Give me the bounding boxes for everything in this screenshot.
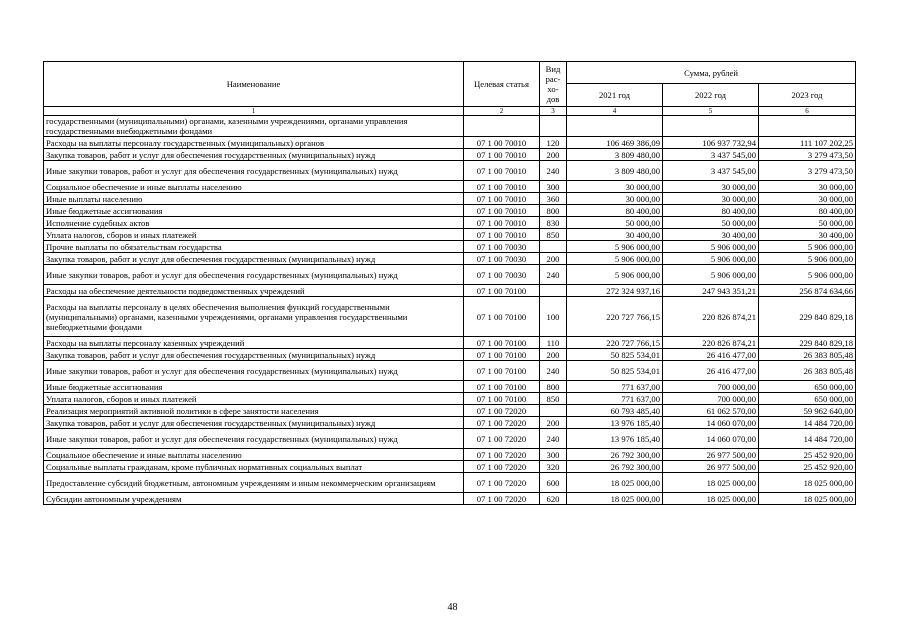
row-amount-2023: 26 383 805,48: [759, 361, 856, 381]
row-amount-2022: 700 000,00: [663, 381, 759, 393]
row-vid-code: 100: [540, 297, 567, 337]
row-vid-code: 200: [540, 349, 567, 361]
row-target-code: 07 1 00 72020: [464, 405, 540, 417]
row-vid-code: [540, 241, 567, 253]
column-number: 3: [540, 107, 567, 116]
row-amount-2021: 5 906 000,00: [567, 265, 663, 285]
row-amount-2022: 5 906 000,00: [663, 265, 759, 285]
row-vid-code: 240: [540, 429, 567, 449]
row-name: Закупка товаров, работ и услуг для обеспечения государственных (муниципальных) нужд: [44, 349, 464, 361]
row-target-code: 07 1 00 70100: [464, 393, 540, 405]
table-row: [44, 449, 856, 461]
row-amount-2023: 14 484 720,00: [759, 429, 856, 449]
row-amount-2023: 256 874 634,66: [759, 285, 856, 297]
row-amount-2023: 30 400,00: [759, 229, 856, 241]
row-target-code: 07 1 00 70010: [464, 181, 540, 193]
row-target-code: 07 1 00 70010: [464, 229, 540, 241]
row-vid-code: [540, 116, 567, 137]
column-number: 1: [44, 107, 464, 116]
row-amount-2021: 220 727 766,15: [567, 297, 663, 337]
row-amount-2023: 80 400,00: [759, 205, 856, 217]
row-amount-2023: 18 025 000,00: [759, 493, 856, 505]
table-row: [44, 253, 856, 265]
row-target-code: 07 1 00 70100: [464, 297, 540, 337]
table-row: [44, 473, 856, 493]
row-amount-2023: 18 025 000,00: [759, 473, 856, 493]
table-row: [44, 285, 856, 297]
row-amount-2021: 5 906 000,00: [567, 241, 663, 253]
row-target-code: 07 1 00 70030: [464, 241, 540, 253]
row-amount-2023: 5 906 000,00: [759, 253, 856, 265]
table-row: [44, 149, 856, 161]
row-amount-2023: 25 452 920,00: [759, 461, 856, 473]
row-amount-2022: 26 416 477,00: [663, 361, 759, 381]
row-amount-2022: 30 000,00: [663, 181, 759, 193]
budget-table: [43, 61, 856, 505]
row-amount-2021: 272 324 937,16: [567, 285, 663, 297]
row-name: Расходы на выплаты персоналу государственных (муниципальных) органов: [44, 137, 464, 149]
row-vid-code: 320: [540, 461, 567, 473]
row-amount-2021: 26 792 300,00: [567, 449, 663, 461]
row-target-code: 07 1 00 70010: [464, 205, 540, 217]
row-amount-2023: 50 000,00: [759, 217, 856, 229]
column-number: 6: [759, 107, 856, 116]
row-vid-code: 240: [540, 265, 567, 285]
row-target-code: 07 1 00 70100: [464, 285, 540, 297]
table-row: [44, 349, 856, 361]
table-row: [44, 181, 856, 193]
row-amount-2021: 30 000,00: [567, 181, 663, 193]
table-row: [44, 265, 856, 285]
row-name: Иные закупки товаров, работ и услуг для обеспечения государственных (муниципальных) нужд: [44, 429, 464, 449]
row-amount-2022: 220 826 874,21: [663, 297, 759, 337]
row-amount-2023: 30 000,00: [759, 193, 856, 205]
row-amount-2023: [759, 116, 856, 137]
table-row: [44, 193, 856, 205]
header-year-2023: 2023 год: [759, 84, 856, 107]
row-name: Расходы на выплаты персоналу в целях обеспечения выполнения функций государственными (муниципальными) органами, казенными учреждениями, органами управления государственными внебюджетными фондами: [44, 297, 464, 337]
row-amount-2023: 650 000,00: [759, 393, 856, 405]
table-row: [44, 217, 856, 229]
row-amount-2023: 5 906 000,00: [759, 265, 856, 285]
table-row: [44, 116, 856, 137]
row-amount-2021: 30 400,00: [567, 229, 663, 241]
row-target-code: 07 1 00 70010: [464, 137, 540, 149]
row-amount-2021: 220 727 766,15: [567, 337, 663, 349]
row-vid-code: 300: [540, 449, 567, 461]
table-row: [44, 337, 856, 349]
row-amount-2022: 5 906 000,00: [663, 241, 759, 253]
row-amount-2021: 26 792 300,00: [567, 461, 663, 473]
row-target-code: 07 1 00 72020: [464, 493, 540, 505]
table-row: [44, 161, 856, 181]
row-target-code: 07 1 00 70100: [464, 361, 540, 381]
row-amount-2023: 30 000,00: [759, 181, 856, 193]
row-name: Уплата налогов, сборов и иных платежей: [44, 229, 464, 241]
row-amount-2022: 247 943 351,21: [663, 285, 759, 297]
row-amount-2022: 26 416 477,00: [663, 349, 759, 361]
row-amount-2021: 13 976 185,40: [567, 429, 663, 449]
row-target-code: 07 1 00 72020: [464, 429, 540, 449]
row-amount-2022: 50 000,00: [663, 217, 759, 229]
row-vid-code: 240: [540, 161, 567, 181]
row-amount-2022: 30 400,00: [663, 229, 759, 241]
row-amount-2022: 14 060 070,00: [663, 417, 759, 429]
row-name: Иные закупки товаров, работ и услуг для обеспечения государственных (муниципальных) нужд: [44, 265, 464, 285]
row-amount-2023: 14 484 720,00: [759, 417, 856, 429]
row-name: Предоставление субсидий бюджетным, автономным учреждениям и иным некоммерческим организациям: [44, 473, 464, 493]
column-number: 4: [567, 107, 663, 116]
table-row: [44, 205, 856, 217]
row-vid-code: 120: [540, 137, 567, 149]
row-amount-2022: 26 977 500,00: [663, 461, 759, 473]
row-vid-code: 600: [540, 473, 567, 493]
row-amount-2022: 30 000,00: [663, 193, 759, 205]
row-target-code: 07 1 00 70100: [464, 337, 540, 349]
row-amount-2022: 80 400,00: [663, 205, 759, 217]
row-amount-2021: 3 809 480,00: [567, 161, 663, 181]
row-amount-2021: 771 637,00: [567, 393, 663, 405]
table-row: [44, 405, 856, 417]
row-name: Социальное обеспечение и иные выплаты населению: [44, 181, 464, 193]
row-target-code: 07 1 00 70010: [464, 149, 540, 161]
row-target-code: 07 1 00 70030: [464, 265, 540, 285]
row-vid-code: 850: [540, 393, 567, 405]
row-target-code: 07 1 00 70010: [464, 217, 540, 229]
row-name: Иные бюджетные ассигнования: [44, 205, 464, 217]
row-target-code: [464, 116, 540, 137]
row-name: Расходы на обеспечение деятельности подведомственных учреждений: [44, 285, 464, 297]
table-body: [44, 116, 856, 505]
table-row: [44, 393, 856, 405]
column-number: 5: [663, 107, 759, 116]
table-row: [44, 297, 856, 337]
row-amount-2023: 25 452 920,00: [759, 449, 856, 461]
row-amount-2022: 106 937 732,94: [663, 137, 759, 149]
row-amount-2022: 3 437 545,00: [663, 161, 759, 181]
row-amount-2023: 229 840 829,18: [759, 297, 856, 337]
row-amount-2021: 80 400,00: [567, 205, 663, 217]
table-row: [44, 381, 856, 393]
row-vid-code: 110: [540, 337, 567, 349]
table-row: [44, 229, 856, 241]
row-target-code: 07 1 00 70100: [464, 381, 540, 393]
row-name: Субсидии автономным учреждениям: [44, 493, 464, 505]
row-name: Закупка товаров, работ и услуг для обеспечения государственных (муниципальных) нужд: [44, 417, 464, 429]
row-target-code: 07 1 00 72020: [464, 461, 540, 473]
row-amount-2021: 13 976 185,40: [567, 417, 663, 429]
table-row: [44, 241, 856, 253]
row-vid-code: 800: [540, 205, 567, 217]
row-name: Уплата налогов, сборов и иных платежей: [44, 393, 464, 405]
row-target-code: 07 1 00 72020: [464, 449, 540, 461]
row-target-code: 07 1 00 70010: [464, 161, 540, 181]
table-row: [44, 361, 856, 381]
row-name: Социальные выплаты гражданам, кроме публичных нормативных социальных выплат: [44, 461, 464, 473]
table-row: [44, 137, 856, 149]
row-amount-2022: 5 906 000,00: [663, 253, 759, 265]
row-vid-code: 200: [540, 149, 567, 161]
row-vid-code: 620: [540, 493, 567, 505]
row-amount-2022: 18 025 000,00: [663, 473, 759, 493]
row-target-code: 07 1 00 70100: [464, 349, 540, 361]
row-name: Иные закупки товаров, работ и услуг для обеспечения государственных (муниципальных) нужд: [44, 361, 464, 381]
row-amount-2021: 18 025 000,00: [567, 473, 663, 493]
row-amount-2021: 3 809 480,00: [567, 149, 663, 161]
row-amount-2022: 26 977 500,00: [663, 449, 759, 461]
row-name: Прочие выплаты по обязательствам государства: [44, 241, 464, 253]
row-amount-2021: 5 906 000,00: [567, 253, 663, 265]
row-amount-2023: 3 279 473,50: [759, 149, 856, 161]
row-amount-2022: 3 437 545,00: [663, 149, 759, 161]
row-vid-code: 200: [540, 253, 567, 265]
row-name: Иные выплаты населению: [44, 193, 464, 205]
row-name: государственными (муниципальными) органами, казенными учреждениями, органами управления государственными внебюджетными фондами: [44, 116, 464, 137]
row-target-code: 07 1 00 72020: [464, 417, 540, 429]
row-name: Расходы на выплаты персоналу казенных учреждений: [44, 337, 464, 349]
header-year-2022: 2022 год: [663, 84, 759, 107]
row-amount-2021: 50 825 534,01: [567, 349, 663, 361]
row-amount-2022: 220 826 874,21: [663, 337, 759, 349]
row-vid-code: [540, 405, 567, 417]
header-name: Наименование: [44, 62, 464, 107]
row-name: Иные бюджетные ассигнования: [44, 381, 464, 393]
row-vid-code: 360: [540, 193, 567, 205]
row-amount-2021: 30 000,00: [567, 193, 663, 205]
row-amount-2023: 229 840 829,18: [759, 337, 856, 349]
row-target-code: 07 1 00 70010: [464, 193, 540, 205]
row-amount-2021: 106 469 386,09: [567, 137, 663, 149]
row-vid-code: 200: [540, 417, 567, 429]
row-amount-2021: 50 000,00: [567, 217, 663, 229]
row-amount-2021: [567, 116, 663, 137]
row-target-code: 07 1 00 70030: [464, 253, 540, 265]
row-name: Социальное обеспечение и иные выплаты населению: [44, 449, 464, 461]
row-amount-2022: 700 000,00: [663, 393, 759, 405]
row-amount-2023: 111 107 202,25: [759, 137, 856, 149]
row-name: Исполнение судебных актов: [44, 217, 464, 229]
row-amount-2023: 59 962 640,00: [759, 405, 856, 417]
column-number: 2: [464, 107, 540, 116]
row-amount-2021: 771 637,00: [567, 381, 663, 393]
page-number: 48: [447, 602, 458, 613]
row-vid-code: 850: [540, 229, 567, 241]
row-amount-2021: 18 025 000,00: [567, 493, 663, 505]
row-name: Закупка товаров, работ и услуг для обеспечения государственных (муниципальных) нужд: [44, 149, 464, 161]
row-target-code: 07 1 00 72020: [464, 473, 540, 493]
table-row: [44, 417, 856, 429]
row-name: Иные закупки товаров, работ и услуг для обеспечения государственных (муниципальных) нужд: [44, 161, 464, 181]
table-row: [44, 429, 856, 449]
row-vid-code: 830: [540, 217, 567, 229]
row-amount-2022: 18 025 000,00: [663, 493, 759, 505]
row-vid-code: [540, 285, 567, 297]
header-year-2021: 2021 год: [567, 84, 663, 107]
table-row: [44, 461, 856, 473]
row-amount-2022: 61 062 570,00: [663, 405, 759, 417]
row-amount-2023: 650 000,00: [759, 381, 856, 393]
row-amount-2023: 3 279 473,50: [759, 161, 856, 181]
row-amount-2021: 50 825 534,01: [567, 361, 663, 381]
header-sum: Сумма, рублей: [567, 62, 856, 84]
row-amount-2021: 60 793 485,40: [567, 405, 663, 417]
column-number-row: [44, 107, 856, 116]
header-target: Целевая статья: [464, 62, 540, 107]
row-name: Закупка товаров, работ и услуг для обеспечения государственных (муниципальных) нужд: [44, 253, 464, 265]
row-amount-2023: 26 383 805,48: [759, 349, 856, 361]
row-amount-2022: 14 060 070,00: [663, 429, 759, 449]
row-vid-code: 300: [540, 181, 567, 193]
row-name: Реализация мероприятий активной политики в сфере занятости населения: [44, 405, 464, 417]
row-vid-code: 800: [540, 381, 567, 393]
row-vid-code: 240: [540, 361, 567, 381]
header-vid: Вид рас-хо-дов: [540, 62, 567, 107]
row-amount-2022: [663, 116, 759, 137]
row-amount-2023: 5 906 000,00: [759, 241, 856, 253]
table-row: [44, 493, 856, 505]
